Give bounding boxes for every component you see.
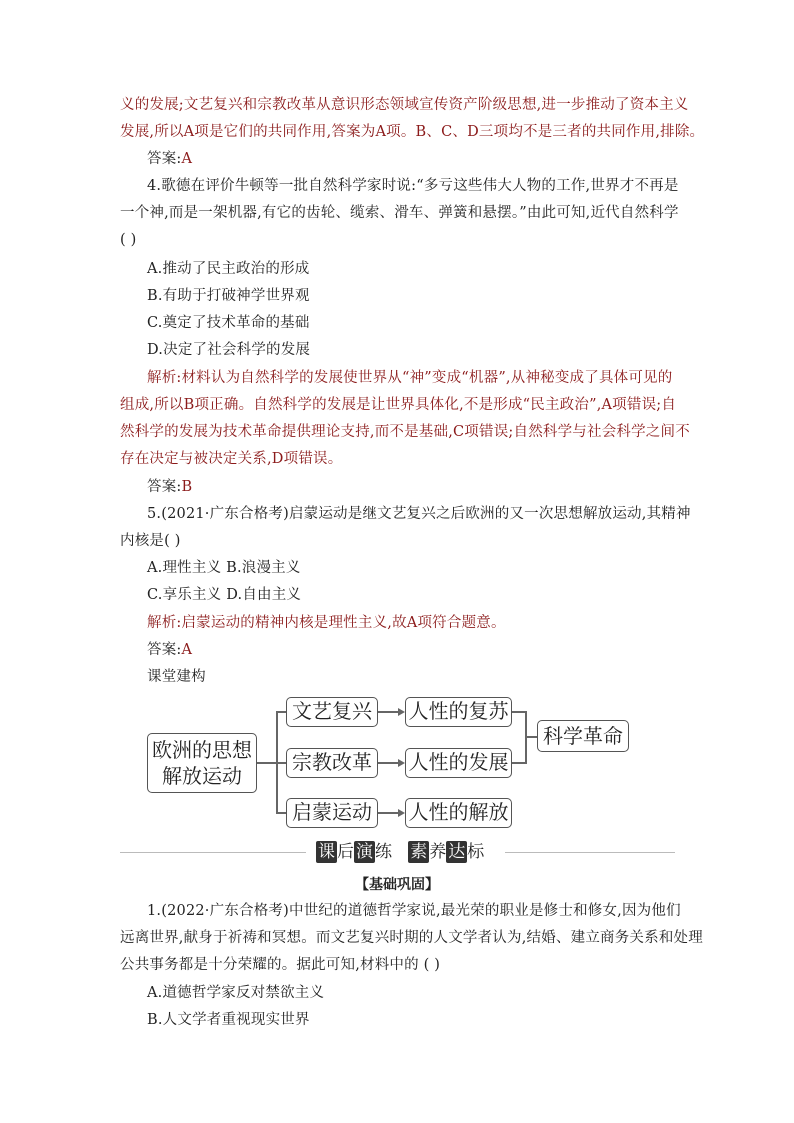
root-box bbox=[147, 733, 257, 793]
answer-line: 答案:A bbox=[147, 151, 193, 167]
section-title: 【基础巩固】 bbox=[355, 877, 439, 893]
option-a: A.道德哲学家反对禁欲主义 bbox=[147, 985, 325, 1001]
root-line: 解放运动 bbox=[162, 764, 242, 788]
divider bbox=[120, 852, 306, 853]
question-line: 远离世界,献身于祈祷和冥想。而文艺复兴时期的人文学者认为,结婚、建立商务关系和处理 bbox=[120, 930, 703, 946]
option-b: B.人文学者重视现实世界 bbox=[147, 1012, 310, 1028]
arrow-line bbox=[378, 711, 400, 713]
connector bbox=[525, 736, 537, 738]
section-label-ketang: 课堂建构 bbox=[147, 669, 206, 685]
question-line: 一个神,而是一架机器,有它的齿轮、缆索、滑车、弹簧和悬摆。”由此可知,近代自然科学 bbox=[120, 205, 679, 221]
options-ab: A.理性主义 B.浪漫主义 bbox=[147, 560, 301, 576]
options-cd: C.享乐主义 D.自由主义 bbox=[147, 587, 302, 603]
option-b: B.有助于打破神学世界观 bbox=[147, 288, 310, 304]
explanation-line: 解析:启蒙运动的精神内核是理性主义,故A项符合题意。 bbox=[147, 615, 506, 631]
divider bbox=[505, 852, 675, 853]
explanation-line: 义的发展;文艺复兴和宗教改革从意识形态领域宣传资产阶级思想,进一步推动了资本主义 bbox=[120, 97, 689, 113]
result-box: 人性的复苏 bbox=[405, 697, 512, 727]
connector bbox=[512, 762, 526, 764]
movement-box: 宗教改革 bbox=[286, 748, 378, 778]
connector bbox=[525, 711, 527, 764]
answer-line: 答案:B bbox=[147, 479, 193, 495]
movement-box: 启蒙运动 bbox=[286, 798, 378, 828]
option-d: D.决定了社会科学的发展 bbox=[147, 342, 311, 358]
arrow-icon bbox=[398, 759, 405, 767]
connector bbox=[276, 812, 286, 814]
question-line: 5.(2021·广东合格考)启蒙运动是继文艺复兴之后欧洲的又一次思想解放运动,其精神 bbox=[147, 506, 691, 522]
root-line: 欧洲的思想 bbox=[152, 738, 252, 762]
arrow-line bbox=[378, 762, 400, 764]
connector bbox=[276, 711, 286, 713]
question-line: 内核是( ) bbox=[120, 533, 181, 549]
option-a: A.推动了民主政治的形成 bbox=[147, 261, 310, 277]
connector bbox=[276, 762, 286, 764]
movement-box: 文艺复兴 bbox=[286, 697, 378, 727]
option-c: C.奠定了技术革命的基础 bbox=[147, 315, 310, 331]
explanation-line: 解析:材料认为自然科学的发展使世界从“神”变成“机器”,从神秘变成了具体可见的 bbox=[147, 370, 673, 386]
question-line: 1.(2022·广东合格考)中世纪的道德哲学家说,最光荣的职业是修士和修女,因为他们 bbox=[147, 903, 681, 919]
section-banner: 课 后 演 练 素 养 达 标 bbox=[318, 842, 485, 862]
question-line: 4.歌德在评价牛顿等一批自然科学家时说:“多亏这些伟大人物的工作,世界才不再是 bbox=[147, 178, 679, 194]
explanation-line: 组成,所以B项正确。自然科学的发展是让世界具体化,不是形成“民主政治”,A项错误;自 bbox=[120, 397, 677, 413]
question-line: 公共事务都是十分荣耀的。据此可知,材料中的 ( ) bbox=[120, 957, 441, 973]
connector bbox=[512, 711, 526, 713]
arrow-icon bbox=[398, 809, 405, 817]
explanation-line: 然科学的发展为技术革命提供理论支持,而不是基础,C项错误;自然科学与社会科学之间不 bbox=[120, 424, 690, 440]
connector bbox=[257, 762, 276, 764]
result-box: 人性的发展 bbox=[405, 748, 512, 778]
explanation-line: 发展,所以A项是它们的共同作用,答案为A项。B、C、D三项均不是三者的共同作用,排除。 bbox=[120, 124, 705, 140]
final-box: 科学革命 bbox=[537, 720, 629, 752]
answer-line: 答案:A bbox=[147, 642, 193, 658]
arrow-icon bbox=[398, 708, 405, 716]
question-line: ( ) bbox=[120, 232, 137, 248]
explanation-line: 存在决定与被决定关系,D项错误。 bbox=[120, 451, 343, 467]
arrow-line bbox=[378, 812, 400, 814]
result-box: 人性的解放 bbox=[405, 798, 512, 828]
